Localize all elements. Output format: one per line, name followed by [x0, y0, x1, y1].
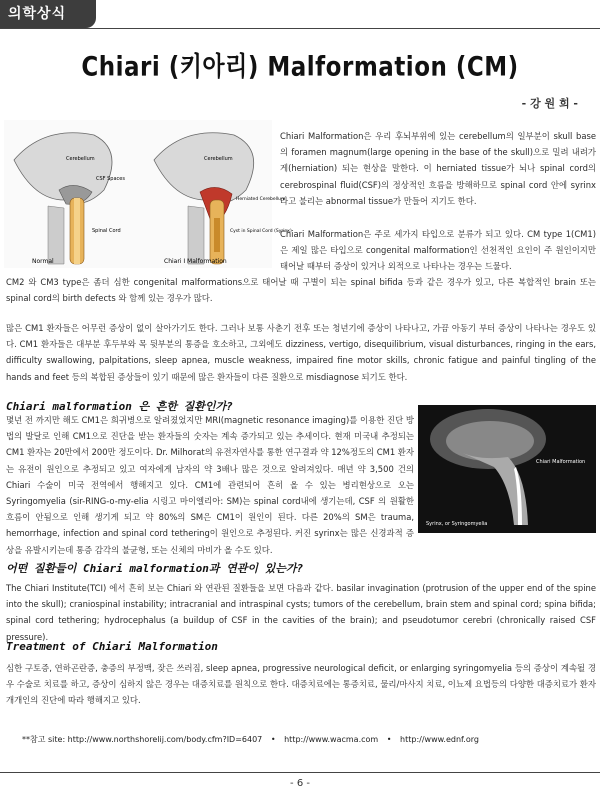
anatomy-figure	[4, 120, 292, 268]
heading-related-conditions: 어떤 질환들이 Chiari malformation과 연관이 있는가?	[6, 562, 304, 575]
reference-2[interactable]: http://www.wacma.com	[284, 735, 379, 744]
fig1-label-normal: Normal	[32, 258, 54, 265]
fig1-label-herniated: Herniated Cerebellum	[236, 197, 286, 202]
reference-3[interactable]: http://www.ednf.org	[400, 735, 479, 744]
heading-treatment: Treatment of Chiari Malformation	[6, 640, 218, 653]
symptoms-paragraph: 많은 CM1 환자들은 어무런 증상이 없이 살아가기도 한다. 그러나 보통 사춘기 전후 또는 청년기에 증상이 나타나고, 가끔 아동기 부터 증상이 나타나는 경우도 있다. CM1 환자들은 대부분 후두부와 목 뒷부분의 통증을 호소하고, 그외에도 dizziness, vertigo, disequilibrium, visual disturbances, ringing in the ears, difficulty swallowing, palpitations, sleep apnea, muscle weakness, impaired fine motor skills, chronic fatigue and painful tingling of the hands and feet 등의 복합된 증상들이 있기 때문에 많은 환자들이 다른 질환으로 misdiagnose 되기도 한다.	[6, 323, 596, 382]
fig1-label-cerebellum: Cerebellum	[66, 156, 95, 162]
prevalence-paragraph: 몇년 전 까지만 해도 CM1은 희귀병으로 알려졌었지만 MRI(magnetic resonance imaging)를 이용한 진단 방법의 발달로 인해 CM1으로 진단을 받는 환자들의 숫자는 계속 증가되고 있는 추세이다. 현재 미국내 추정되는 CM1 환자는 20만에서 200만 정도이다. Dr. Milhorat의 유전자연사를 통한 연구결과 약 12%정도의 CM1 환자는 유전이 원인으로 추정되고 있고 여자에게 남자의 약 3배나 많은 것으로 알려져있다. 매년 약 3,500 건의 Chiari 수술이 미국 전역에서 행해지고 있다. CM1에 관련되어 흔히 올 수 있는 병리현상으로 오는 Syringomyelia (sir-RING-o-my-elia 시링고 마이엘리아: SM)는 spinal cord내에 생기는데, CSF 의 원활한 흐름이 안됨으로 인해 생기게 되고 약 80%의 SM은 CM1이 원인이 된다. 다른 20%의 SM은 trauma, hemorrhage, infection and spinal cord tethering이 원인으로 추정된다. 커진 syrinx는 많은 신경과적 증상을 유발시키는데 통증 감각의 불균형, 또는 신체의 마비가 올 수도 있다.	[6, 415, 414, 555]
top-rule	[0, 28, 600, 29]
reference-separator: •	[386, 735, 392, 744]
page-title: Chiari (키아리) Malformation (CM)	[81, 52, 519, 83]
mri-figure	[418, 405, 596, 533]
bottom-rule	[0, 772, 600, 773]
fig1-label-spinal-cord: Spinal Cord	[92, 228, 121, 234]
page-number: - 6 -	[290, 778, 310, 789]
section-tab: 의학상식	[0, 0, 96, 28]
reference-separator: •	[270, 735, 276, 744]
intro-paragraph-3: CM2 와 CM3 type은 좀더 심한 congenital malformations으로 태어날 때 구별이 되는 spinal bifida 등과 같은 경우가 있고, 다른 복합적인 brain 또는 spinal cord의 birth defects 와 함께 있는 경우가 많다.	[6, 277, 596, 304]
intro-paragraph-2: Chiari Malformation은 주로 세가지 타입으로 분류가 되고 있다. CM type 1(CM1)은 제일 많은 타입으로 congenital malformation인 선천적인 요인이 주 원인이지만 태어날 때부터 증상이 있거나 외적으로 나타나는 경우는 드물다.	[280, 229, 596, 272]
related-conditions-paragraph: The Chiari Institute(TCI) 에서 흔히 보는 Chiari 와 연관된 질환들을 보면 다음과 같다. basilar invagination (protrusion of the upper end of the spine into the skull); craniospinal instability; intracranial and intraspinal cysts; tumors of the cerebellum, brain stem and spinal cord; spina bifida; spinal cord tethering; hydrocephalus (a buildup of CSF in the cavities of the brain); and pseudotumor cerebri (chronically raised CSF pressure).	[6, 583, 596, 642]
fig1-label-cerebellum-2: Cerebellum	[204, 156, 233, 162]
treatment-paragraph: 심한 구토증, 연하곤란증, 충증의 부정맥, 잦은 쓰러짐, sleep apnea, progressive neurological deficit, or enlarging syringomyelia 등의 증상이 계속될 경우 수술로 치료를 하고, 증상이 심하지 않은 경우는 대증치료를 원칙으로 한다. 대증치료에는 통증치료, 물리/마사지 치료, 이뇨제 요법등의 다양한 대증치료가 환자 개개인의 진단에 따라 행해지고 있다.	[6, 663, 596, 706]
heading-prevalence: Chiari malformation 은 흔한 질환인가?	[6, 400, 233, 413]
references	[22, 734, 485, 745]
fig1-label-syrinx: Cyst in Spinal Cord (Syrinx)	[230, 229, 292, 234]
author: - 강 원 희 -	[521, 97, 578, 110]
fig2-label-chiari: Chiari Malformation	[536, 459, 586, 465]
fig1-label-csf: CSF Spaces	[96, 176, 125, 182]
fig1-label-chiari: Chiari I Malformation	[164, 258, 227, 265]
intro-paragraph-1: Chiari Malformation은 우리 후뇌부위에 있는 cerebellum의 일부분이 skull base의 foramen magnum(large opening in the base of the skull)으로 밀려 내려가게(herniation) 되는 현상을 말한다. 이 herniated tissue가 뇌나 spinal cord의 cerebrospinal fluid(CSF)의 정상적인 흐름을 방해하므로 spinal cord 안에 syrinx 라고 불리는 abnormal tissue가 만들어 지기도 한다.	[280, 131, 596, 206]
reference-1[interactable]: **참고 site: http://www.northshorelij.com/body.cfm?ID=6407	[22, 735, 263, 744]
fig2-label-syrinx: Syrinx, or Syringomyelia	[426, 521, 488, 527]
